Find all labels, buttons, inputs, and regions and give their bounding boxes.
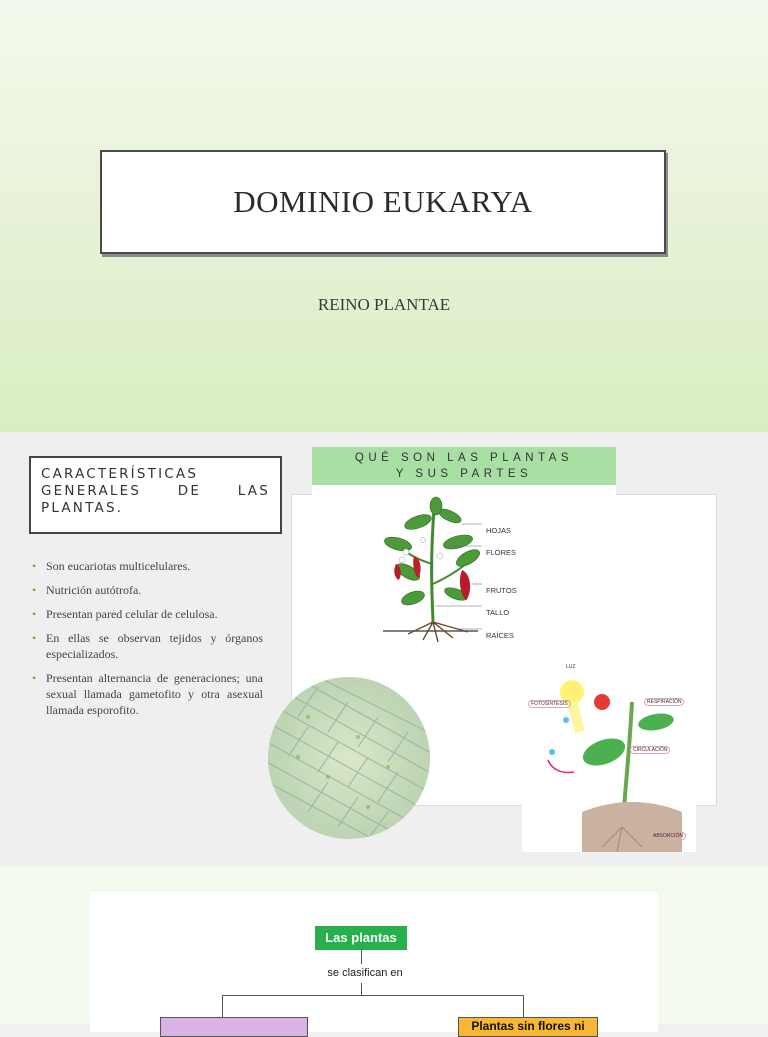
title-box (100, 150, 666, 254)
label-raices: RAÍCES (486, 631, 514, 640)
label-respiracion: RESPIRACIÓN (644, 698, 684, 706)
list-item: • Son eucariotas multicelulares. (32, 558, 263, 574)
label-absorcion: ABSORCIÓN (650, 832, 686, 840)
label-fotosintesis: FOTOSÍNTESIS (528, 700, 571, 708)
plant-process-diagram (522, 662, 696, 852)
list-item: • Presentan alternancia de generaciones; una sexual llamada gametofito y otra asexual llamada esporofito. (32, 670, 263, 718)
characteristics-heading: CARACTERÍSTICAS GENERALES DE LAS PLANTAS. (41, 466, 270, 516)
plant-parts-header (312, 447, 616, 485)
list-item: • En ellas se observan tejidos y órganos especializados. (32, 630, 263, 662)
branch-node-right: Plantas sin flores ni (458, 1017, 598, 1037)
label-frutos: FRUTOS (486, 586, 517, 595)
label-hojas: HOJAS (486, 526, 512, 535)
root-node: Las plantas (315, 926, 407, 950)
label-tallo: TALLO (486, 608, 510, 617)
characteristics-slide (0, 432, 768, 866)
title-slide (0, 0, 768, 432)
label-luz: LUZ (566, 664, 576, 670)
slide-subtitle: REINO PLANTAE (317, 295, 451, 314)
classification-slide (0, 866, 768, 1033)
plant-parts-illustration (378, 494, 548, 644)
branch-line (222, 995, 223, 1017)
slide-title: DOMINIO EUKARYA (233, 184, 533, 219)
connector-line (361, 983, 362, 995)
branch-node-left (160, 1017, 308, 1037)
list-item: • Nutrición autótrofa. (32, 582, 263, 598)
characteristics-heading-box (29, 456, 282, 534)
branch-line (222, 995, 524, 996)
plant-parts-title-line2: Y SUS PARTES (395, 468, 533, 480)
cell-micrograph (268, 677, 430, 839)
connector-line (361, 950, 362, 964)
label-flores: FLORES (486, 548, 517, 557)
label-circulacion: CIRCULACIÓN (630, 746, 670, 754)
branch-line (523, 995, 524, 1017)
plant-parts-title-line1: QUÉ SON LAS PLANTAS (354, 452, 574, 464)
classification-panel (90, 892, 658, 1032)
connector-label: se clasifican en (327, 967, 403, 979)
list-item: • Presentan pared celular de celulosa. (32, 606, 263, 622)
characteristics-list (32, 558, 263, 726)
